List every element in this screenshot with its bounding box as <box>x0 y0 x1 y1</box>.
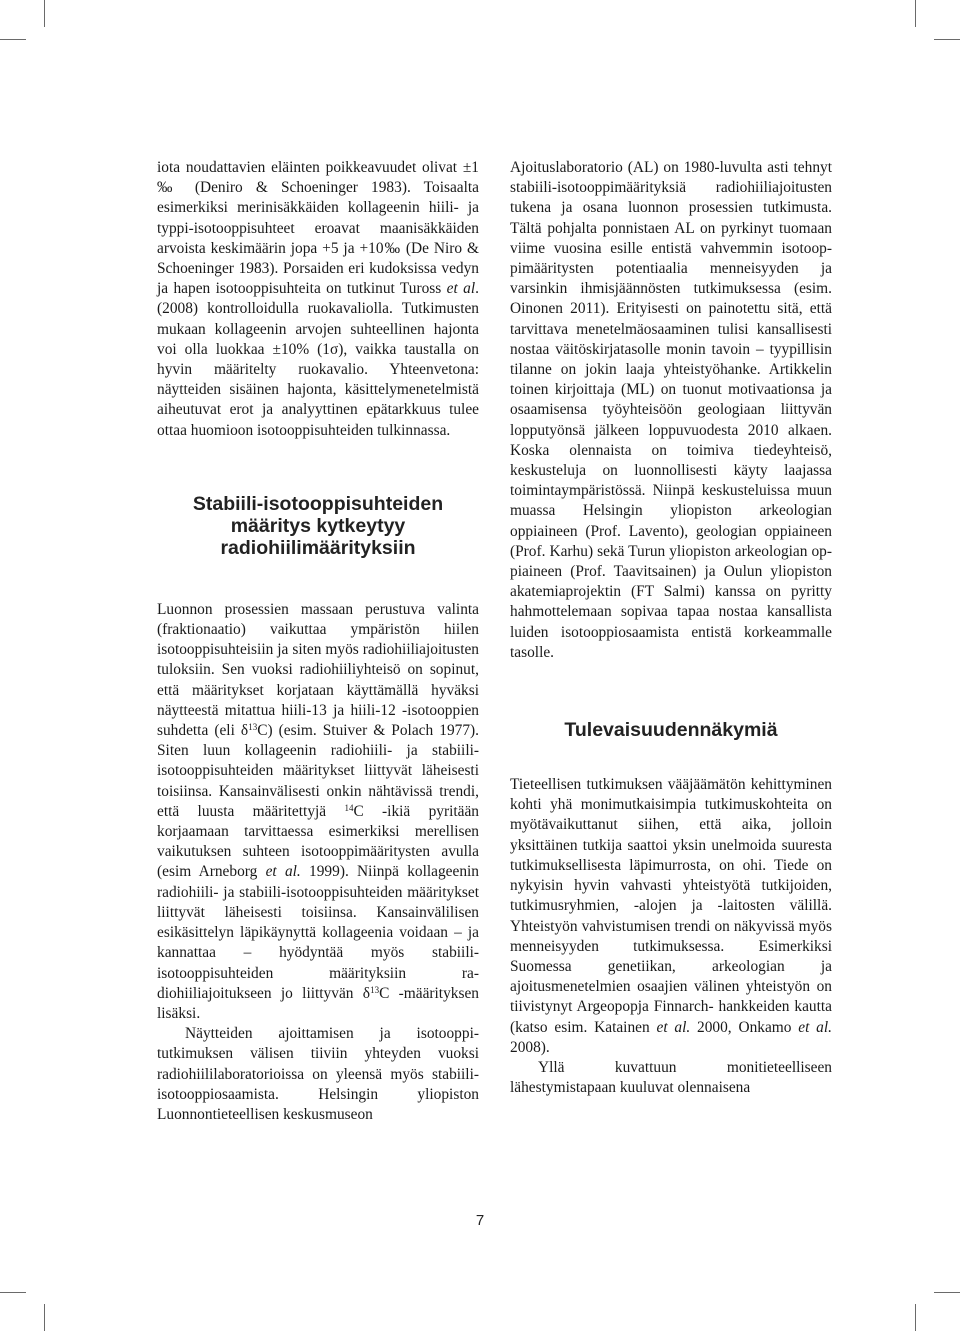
left-paragraph-2-text-c: C -ikiä pyritään korjaamaan tarvittaessa esimerkiksi merellisen vaikutuksen suhteen isotooppimääritysten avulla (esim Arneborg <box>157 802 479 881</box>
left-paragraph-1 <box>157 158 479 441</box>
section-heading-radiocarbon: Stabiili-isotooppisuhteiden määritys kytkeytyy radiohiilimäärityksiin <box>192 492 444 559</box>
right-paragraph-1: Ajoituslaboratorio (AL) on 1980-luvulta asti tehnyt stabiili-isotooppimäärityksiä radiohiiliajoitusten tukena ja osana luonnon prosessien tutkimusta. Tältä pohjalta ponnistaen AL on pyrkinyt tuomaan viime vuosina esille entistä vahvemmin isotooppimääritysten potentiaalia menneisyyden ja varsinkin ihmisjäännösten tutkimuksessa (esim. Oinonen 2011). Erityisesti on painotettu sitä, että tarvittava menetelmäosaaminen tulisi kansallisesti nostaa väitöskirjatasolle monin tavoin – tyypillisin tilanne on jokin laaja yhteistyöhanke. Artikkelin toinen kirjoittaja (ML) on tuonut motivaationsa ja osaamisensa työyhteisöön geologiaan liittyvän lopputyönsä jälkeen loppuvuodesta 2010 alkaen. Koska olennaista on toimiva tiedeyhteisö, keskusteluja on luonnollisesti käyty laajassa toimintaympäristössä. Niinpä keskusteluissa muun muassa Helsingin yliopiston arkeologian oppiaineen (Prof. Lavento), geologian oppiaineen (Prof. Karhu) sekä Turun yliopiston arkeologian oppiaineen (Prof. Taavitsainen) ja Oulun yliopiston akatemiaprojektin (FT Salmi) kanssa on pyritty hahmottelemaan sopivaa tapaa nostaa kansallista luiden isotooppiosaamista entistä korkeammalle tasolle. <box>510 159 832 661</box>
left-paragraph-2-text-a: Luonnon prosessien massaan perustuva valinta (fraktionaatio) vaikuttaa ympäristön hiilen isotooppisuhteisiin ja siten myös radiohiiliajoitusten tuloksiin. Sen vuoksi radiohiiliyhteisö on sopinut, että määritykset korjataan käyttämällä hyväksi näytteestä mitattua hiili-13 ja hiili-12 -isotooppien suhdetta (eli δ <box>157 600 479 740</box>
right-paragraph-3: Yllä kuvattuun monitieteelliseen lähestymistapaan kuuluvat olennaisena <box>510 1058 832 1097</box>
left-paragraph-3: Näytteiden ajoittamisen ja isotooppitutkimuksen välisen tiiviin yhteyden vuoksi radiohiililaboratorioissa on yleensä myös stabiili-isotooppiosaamista. Helsingin yliopiston Luonnontieteellisen keskusmuseon <box>157 1025 479 1123</box>
left-paragraph-2-text-e: C -määrityksen lisäksi. <box>157 984 479 1022</box>
superscript-13: 13 <box>248 722 258 733</box>
superscript-14: 14 <box>344 802 354 813</box>
right-paragraph-2-text-a: Tieteellisen tutkimuksen vääjäämätön kehittyminen kohti yhä monimutkaisimpia tutkimuskohteita on myötävaikuttanut siihen, että aika, jolloin yksittäinen tutkija saattoi yksin unelmoida suuresta tutkimuksellisesta läpimurrosta, on ohi. Tiede on nykyisin hyvin vahvasti yhteistyötä tutkijoiden, tutkimusryhmien, -alojen ja -laitosten välillä. Yhteistyön vahvistumisen trendi on näkyvissä myös menneisyyden tutkimuksessa. Esimerkiksi Suomessa genetiikan, arkeologian ja ajoitusmenetelmien osaajien välinen yhteistyön on tiivistynyt Argeopopja Finnarch- hankkeiden kautta (katso esim. Katainen <box>510 776 832 1036</box>
right-column <box>510 158 832 1098</box>
right-paragraph-2-text-b: 2000, Onkamo <box>690 1018 799 1036</box>
left-paragraph-2 <box>157 600 479 1024</box>
left-paragraph-2-italic: et al. <box>265 863 301 881</box>
right-paragraph-2-text-c: 2008). <box>510 1038 550 1056</box>
left-paragraph-1-italic: et al <box>446 280 476 298</box>
right-paragraph-2-italic-1: et al. <box>656 1018 691 1036</box>
section-heading-future: Tulevaisuudennäkymiä <box>564 719 778 742</box>
left-paragraph-1-text-b: . (2008) kontrolloidulla ruokavaliolla. Tutkimusten mukaan kollageenin arvojen suhteellinen hajonta voi olla luokkaa ±10% (1σ), vaikka taustalla on hyvin määritelty ruokavalio. Yhteenvetona: näytteiden sisäinen hajonta, käsittelymenetelmistä aiheutuvat erot ja analyyttinen epätarkkuus tulee ottaa huomioon isotooppisuhteiden tulkinnassa. <box>157 280 479 439</box>
left-paragraph-1-text-a: iota noudattavien eläinten poikkeavuudet olivat ±1 ‰ (Deniro & Schoeninger 1983). Toisaalta esimerkiksi merinisäkkäiden kollageenin hiili- ja typpi-isotooppisuhteet eroavat maanisäkkäiden arvoista keskimäärin jopa +5 ja +10‰ (De Niro & Schoeninger 1983). Porsaiden eri kudoksissa vedyn ja hapen isotooppisuhteita on tutkinut Tuross <box>157 159 479 298</box>
left-column <box>157 158 479 1125</box>
left-paragraph-2-text-d: 1999). Niinpä kollageenin radiohiili- ja stabiili-isotooppisuhteiden määritykset liittyvät läheisesti toisiinsa. Kansainvälilisen esikäsittelyn läpikäynyttä kollageenia voidaan – ja kannattaa – hyödyntää myös stabiili-isotooppisuhteiden määrityksiin radiohiiliajoitukseen jo liittyvän δ <box>157 863 480 1002</box>
page-number: 7 <box>475 1212 485 1229</box>
right-paragraph-2 <box>510 775 832 1058</box>
left-paragraph-2-text-b: C) (esim. Stuiver & Polach 1977). Siten luun kollageenin radiohiili- ja stabiili-isotooppisuhteiden määritykset liittyvät läheisesti toisiinsa. Kansainvälisesti onkin nähtävissä trendi, että luusta määritettyjä <box>157 722 480 820</box>
superscript-13-second: 13 <box>370 984 380 995</box>
right-paragraph-2-italic-2: et al. <box>798 1018 832 1036</box>
